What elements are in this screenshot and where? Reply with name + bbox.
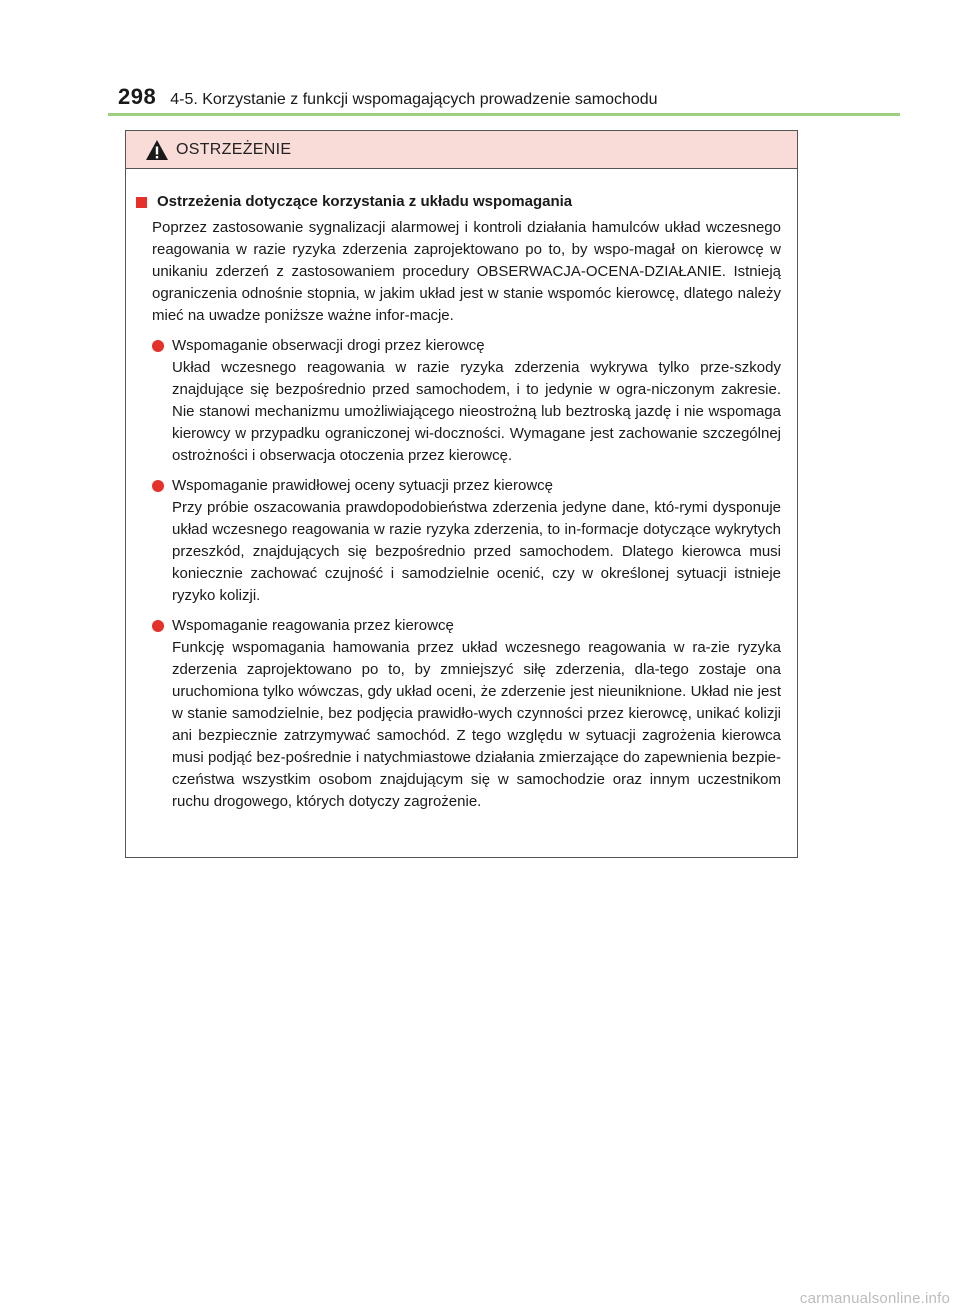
footer-watermark: carmanualsonline.info xyxy=(799,1290,950,1307)
list-item-title: Wspomaganie obserwacji drogi przez kierowcę xyxy=(172,337,485,354)
header-divider xyxy=(108,113,900,116)
list-item-title: Wspomaganie prawidłowej oceny sytuacji przez kierowcę xyxy=(172,477,553,494)
red-square-bullet-icon xyxy=(136,197,147,208)
page-header xyxy=(118,84,908,114)
warning-box xyxy=(125,130,798,858)
warning-section-heading xyxy=(136,191,781,213)
warning-triangle-icon xyxy=(144,138,170,162)
list-item-content xyxy=(172,615,781,813)
list-item xyxy=(152,615,781,813)
list-item-text: Funkcję wspomagania hamowania przez układ wczesnego reagowania w ra-zie ryzyka zderzenia zaprojektowano po to, by zmniejszyć siłę zderzenia, dla-tego zostaje ona uruchomiona tylko wówczas, gdy układ oceni, że zderzenie jest nieuniknione. Układ nie jest w stanie samodzielnie, bez podjęcia prawidło-wych czynności przez kierowcę, unikać kolizji ani bezpiecznie zatrzymywać samochód. Z tego względu w sytuacji zagrożenia kierowca musi podjąć bez-pośrednie i natychmiastowe działania zmierzające do zapewnienia bezpie-czeństwa wszystkim osobom znajdującym się w samochodzie oraz innym uczestnikom ruchu drogowego, których dotyczy zagrożenie. xyxy=(172,639,781,810)
warning-header xyxy=(126,131,797,169)
list-item xyxy=(152,475,781,607)
red-dot-bullet-icon xyxy=(152,340,164,352)
warning-body xyxy=(126,169,797,813)
list-item-text: Przy próbie oszacowania prawdopodobieństwa zderzenia jedyne dane, któ-rymi dysponuje układ wczesnego reagowania w razie ryzyka zderzenia, to in-formacje dotyczące wykrytych przeszkód, znajdujących się bezpośrednio przed samochodem. Dlatego kierowca musi koniecznie zachować czujność i samodzielnie ocenić, czy w określonej sytuacji istnieje ryzyko kolizji. xyxy=(172,499,781,604)
page-number: 298 xyxy=(118,84,157,109)
section-title: 4-5. Korzystanie z funkcji wspomagających prowadzenie samochodu xyxy=(170,91,658,108)
list-item-content xyxy=(172,335,781,467)
red-dot-bullet-icon xyxy=(152,480,164,492)
warning-title: OSTRZEŻENIE xyxy=(176,140,292,158)
red-dot-bullet-icon xyxy=(152,620,164,632)
warning-intro: Poprzez zastosowanie sygnalizacji alarmowej i kontroli działania hamulców układ wczesnego reagowania w razie ryzyka zderzenia zaprojektowano po to, by wspo-magał on kierowcę w unikaniu zderzeń z zastosowaniem procedury OBSERWACJA-OCENA-DZIAŁANIE. Istnieją ograniczenia odnośnie stopnia, w jakim układ jest w stanie wspomóc kierowcę, dlatego należy mieć na uwadze poniższe ważne infor-macje. xyxy=(152,219,781,324)
list-item-content xyxy=(172,475,781,607)
warning-heading-text: Ostrzeżenia dotyczące korzystania z układu wspomagania xyxy=(157,193,573,210)
list-item-title: Wspomaganie reagowania przez kierowcę xyxy=(172,617,454,634)
list-item xyxy=(152,335,781,467)
list-item-text: Układ wczesnego reagowania w razie ryzyka zderzenia wykrywa tylko prze-szkody znajdujące się bezpośrednio przed samochodem, i to jedynie w ogra-niczonym zakresie. Nie stanowi mechanizmu umożliwiającego nieostrożną lub beztroską jazdę i nie wspomaga kierowcy w przypadku ograniczonej wi-doczności. Wymagane jest zachowanie szczególnej ostrożności i obserwacja otoczenia przez kierowcę. xyxy=(172,359,781,464)
